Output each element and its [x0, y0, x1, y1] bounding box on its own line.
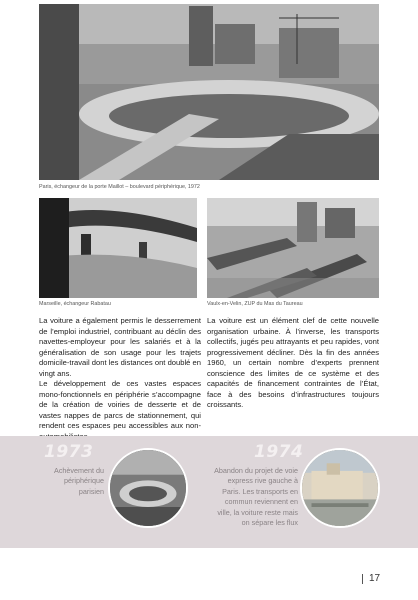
timeline-text-1974: Abandon du projet de voie express rive gauche à Paris. Les transports en commun reviennent en ville, la voiture reste mais on sépare les flux	[214, 466, 298, 528]
page-number: 17	[362, 574, 380, 584]
right-text-column	[207, 316, 379, 411]
left-photo-caption: Marseille, échangeur Rabatau	[39, 301, 111, 307]
timeline-text-1973: Achèvement du périphérique parisien	[54, 466, 104, 496]
right-paragraph-1: La voiture est un élément clef de cette nouvelle organisation urbaine. À l’inverse, les transports collectifs, jugés peu attrayants et peu rapides, vont progressivement décliner. Dès la fin des années 1960, un certain nombre d’experts prennent conscience des limites de ce système et des capacités de financement contraintes de l’État, face à des besoins d’infrastructures toujours croissants.	[207, 316, 379, 409]
timeline-year-1973: 1973	[44, 442, 94, 462]
timeline-band	[0, 436, 418, 548]
photo-periph-circle	[108, 448, 188, 528]
photo-vaulx-en-velin	[207, 198, 379, 298]
photo-marseille-rabatau	[39, 198, 197, 298]
left-paragraph-1: La voiture a également permis le desserrement de l’emploi industriel, contribuant au déclin des navettes-employeur pour les salariés et à la généralisation de son usage pour les trajets domicile-travail dont les distances ont doublé en vingt ans.	[39, 316, 201, 378]
right-photo-caption: Vaulx-en-Velin, ZUP du Mas du Taureau	[207, 301, 303, 307]
left-text-column	[39, 316, 201, 442]
timeline-year-1974: 1974	[254, 442, 304, 462]
left-paragraph-2: Le développement de ces vastes espaces mono-fonctionnels en périphérie s’accompagne de la création de voiries de desserte et de vastes nappes de parcs de stationnement, qui rendent ces espaces peu accessibles aux non-	[39, 379, 201, 430]
top-photo-caption: Paris, échangeur de la porte Maillot – boulevard périphérique, 1972	[39, 184, 200, 190]
photo-porte-maillot	[39, 4, 379, 180]
photo-rive-gauche-circle	[300, 448, 380, 528]
